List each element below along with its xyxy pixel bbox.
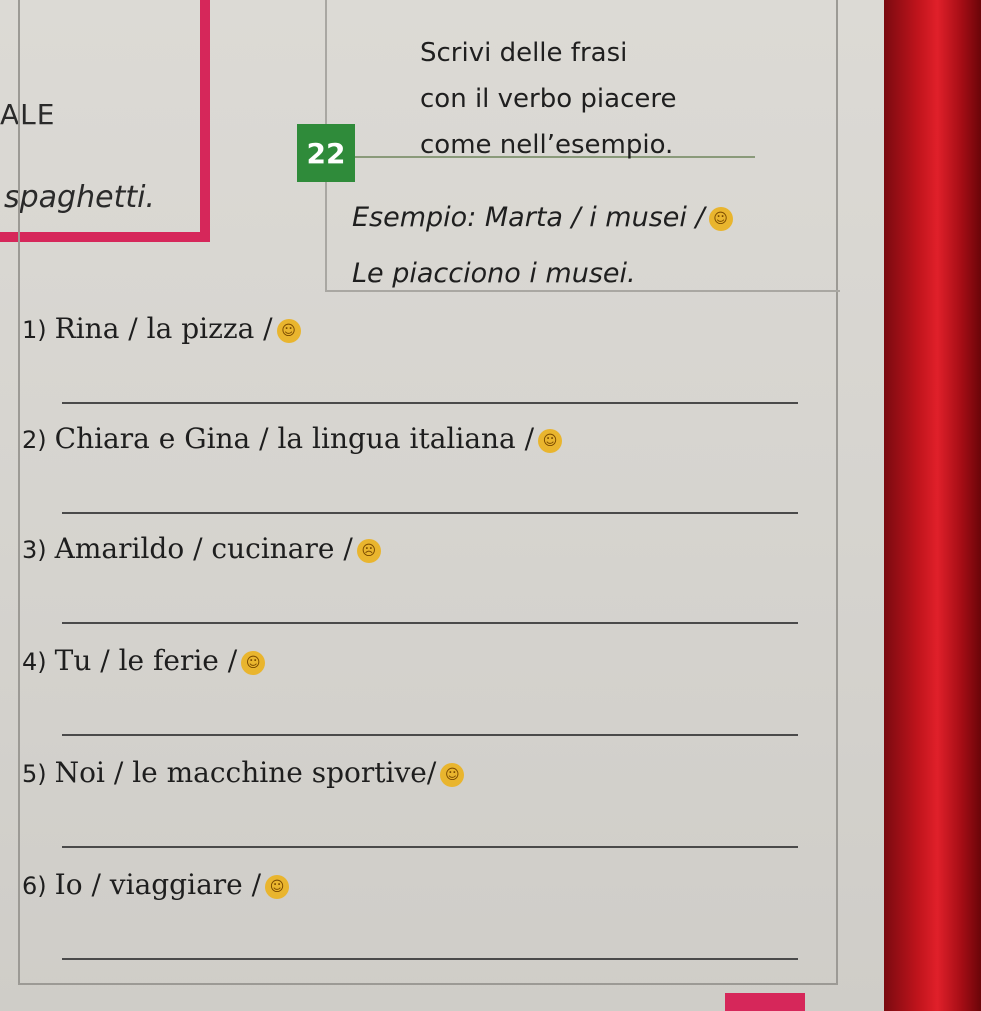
answer-line[interactable] <box>62 846 798 848</box>
item-prompt: Tu / le ferie / <box>54 644 238 677</box>
exercise-item <box>22 422 562 455</box>
item-number: 1) <box>22 316 47 344</box>
answer-line[interactable] <box>62 512 798 514</box>
exercise-item <box>22 644 265 677</box>
happy-face-icon: ☺ <box>440 763 464 787</box>
instruction-line: con il verbo piacere <box>420 84 677 114</box>
item-number: 6) <box>22 872 47 900</box>
red-fabric-background <box>884 0 981 1011</box>
exercise-item <box>22 532 381 565</box>
exercise-item <box>22 312 301 345</box>
answer-line[interactable] <box>62 622 798 624</box>
answer-line[interactable] <box>62 958 798 960</box>
answer-line[interactable] <box>62 402 798 404</box>
exercise-item <box>22 868 289 901</box>
happy-face-icon: ☺ <box>709 207 733 231</box>
happy-face-icon: ☺ <box>277 319 301 343</box>
item-number: 4) <box>22 648 47 676</box>
item-number: 3) <box>22 536 47 564</box>
item-prompt: Amarildo / cucinare / <box>54 532 353 565</box>
item-prompt: Noi / le macchine sportive/ <box>54 756 437 789</box>
example-answer: Le piacciono i musei. <box>352 258 636 289</box>
item-number: 5) <box>22 760 47 788</box>
example-prompt-text: Esempio: Marta / i musei / <box>352 202 705 233</box>
previous-exercise-fragment: spaghetti. <box>4 180 155 215</box>
next-exercise-marker <box>725 993 805 1011</box>
happy-face-icon: ☺ <box>265 875 289 899</box>
item-prompt: Rina / la pizza / <box>54 312 273 345</box>
exercise-number-badge: 22 <box>297 124 355 182</box>
instruction-line: Scrivi delle frasi <box>420 38 628 68</box>
sad-face-icon: ☹ <box>357 539 381 563</box>
item-prompt: Chiara e Gina / la lingua italiana / <box>54 422 535 455</box>
happy-face-icon: ☺ <box>241 651 265 675</box>
happy-face-icon: ☺ <box>538 429 562 453</box>
item-prompt: Io / viaggiare / <box>54 868 262 901</box>
instruction-line: come nell’esempio. <box>420 130 674 160</box>
item-number: 2) <box>22 426 47 454</box>
exercise-instruction <box>420 30 780 168</box>
exercise-item <box>22 756 464 789</box>
answer-line[interactable] <box>62 734 798 736</box>
example-prompt <box>352 202 733 233</box>
previous-exercise-fragment: ALE <box>0 98 56 131</box>
